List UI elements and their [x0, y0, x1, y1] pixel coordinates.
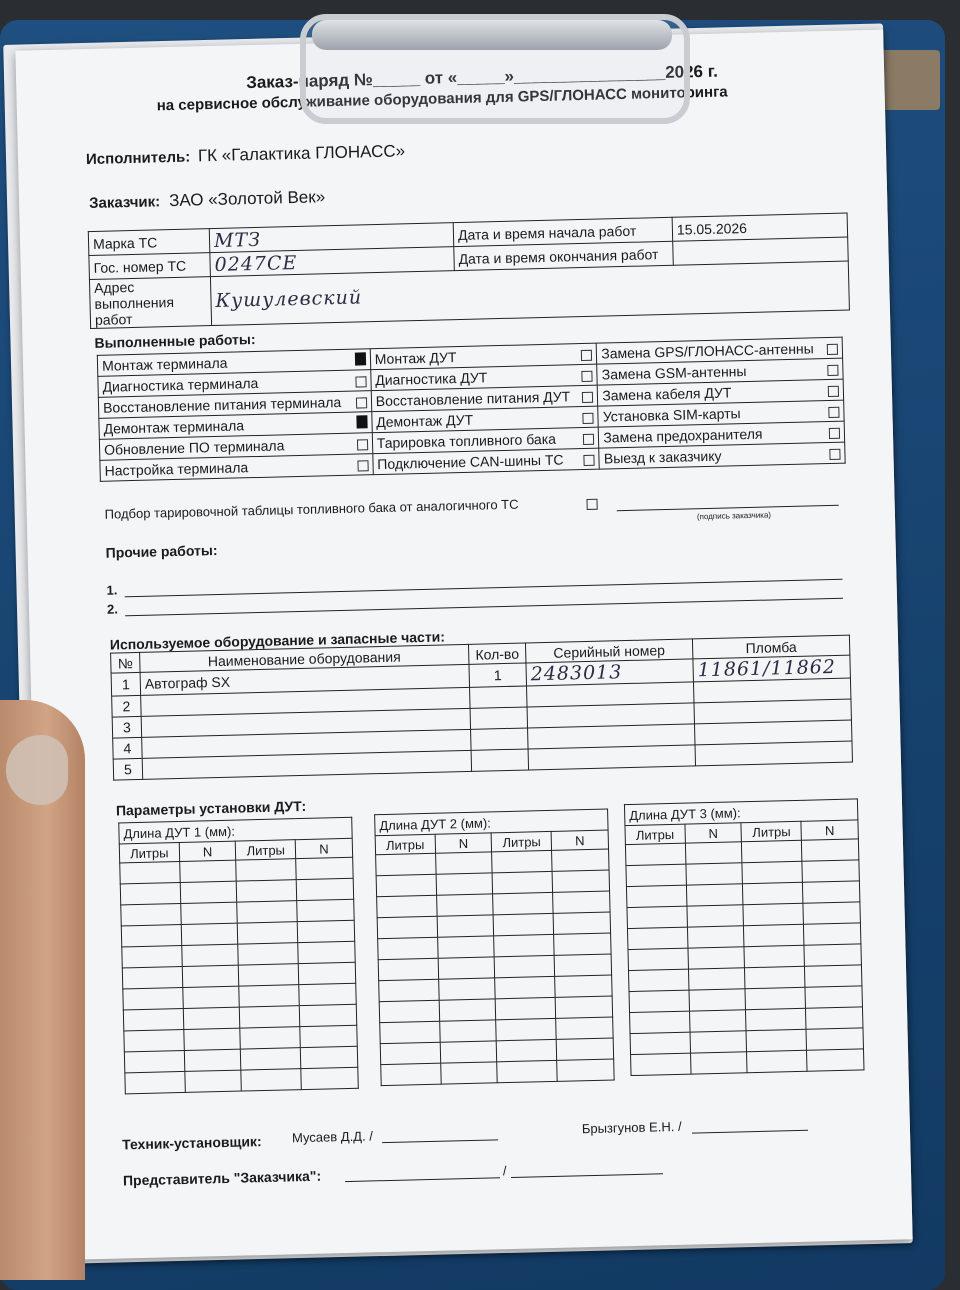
dut-cell[interactable] — [687, 926, 744, 948]
thumbnail — [6, 735, 68, 805]
dut-cell[interactable] — [627, 927, 687, 949]
dut-cell[interactable] — [746, 1008, 806, 1030]
work-item-label: Монтаж терминала — [101, 354, 228, 374]
dut-cell[interactable] — [803, 881, 860, 903]
other-works-title: Прочие работы: — [105, 541, 218, 561]
dut-cell[interactable] — [123, 1008, 183, 1030]
dut-cell[interactable] — [804, 944, 861, 966]
other-work-2-line[interactable] — [125, 598, 843, 617]
dut-col-header: N — [685, 823, 742, 843]
vehicle-table — [88, 212, 850, 329]
work-item — [373, 448, 600, 475]
dut-cell[interactable] — [802, 860, 859, 882]
dut-cell[interactable] — [298, 941, 355, 963]
equipment-cell-qty[interactable] — [470, 686, 527, 708]
dut-cell[interactable] — [120, 862, 180, 884]
dut-cell[interactable] — [555, 975, 612, 997]
dut-cell[interactable] — [241, 1069, 301, 1091]
dut-cell[interactable] — [437, 936, 494, 958]
dut-cell[interactable] — [240, 1027, 300, 1049]
dut-cell[interactable] — [497, 1039, 557, 1061]
end-label: Дата и время окончания работ — [454, 241, 674, 270]
dut-cell[interactable] — [746, 1029, 806, 1051]
customer-signature-line — [617, 505, 839, 511]
dut-col-header: N — [435, 833, 492, 853]
rep-name-line — [511, 1173, 663, 1178]
dut-cell[interactable] — [552, 849, 609, 871]
dut-cell[interactable] — [378, 937, 438, 959]
dut-cell[interactable] — [744, 945, 804, 967]
brand-value: МТЗ — [209, 223, 454, 253]
work-checkbox[interactable] — [828, 386, 839, 397]
dut-cell[interactable] — [626, 885, 686, 907]
other-work-1-number: 1. — [106, 582, 118, 598]
dut-cell[interactable] — [556, 1038, 613, 1060]
dut-cell[interactable] — [803, 902, 860, 924]
equipment-cell-qty[interactable]: 1 — [469, 663, 527, 687]
equipment-cell-seal[interactable]: 11861/11862 — [693, 655, 851, 682]
dut-cell[interactable] — [122, 945, 182, 967]
work-checkbox[interactable] — [356, 397, 367, 408]
executor-value: ГК «Галактика ГЛОНАСС» — [197, 141, 406, 166]
dut-cell[interactable] — [125, 1071, 185, 1093]
dut-cell[interactable] — [377, 895, 437, 917]
dut-cell[interactable] — [494, 913, 554, 935]
work-item-label: Подключение CAN-шины ТС — [377, 451, 564, 473]
equipment-cell-serial[interactable] — [528, 745, 695, 770]
work-item-label: Установка SIM-карты — [602, 405, 741, 425]
dut-cell[interactable] — [745, 966, 805, 988]
equipment-header: Кол-во — [468, 643, 525, 664]
dut-cell[interactable] — [438, 978, 495, 1000]
work-item-label: Восстановление питания терминала — [102, 393, 342, 416]
equipment-title: Используемое оборудование и запасные части: — [109, 628, 446, 653]
dut-cell[interactable] — [557, 1059, 614, 1081]
work-item-label: Замена предохранителя — [603, 425, 763, 446]
dut-cell[interactable] — [554, 954, 611, 976]
dut-cell[interactable] — [377, 916, 437, 938]
dut-col-header: Литры — [625, 824, 685, 844]
dut-col-header: Литры — [741, 821, 801, 841]
work-item-label: Диагностика терминала — [102, 374, 259, 395]
dut-cell[interactable] — [183, 1007, 240, 1029]
clipboard-clip-top — [312, 20, 672, 50]
dut-cell[interactable] — [435, 852, 492, 874]
equipment-cell-n[interactable]: 4 — [113, 737, 143, 759]
other-work-2-number: 2. — [106, 601, 119, 617]
dut-cell[interactable] — [688, 968, 745, 990]
dut-cell[interactable] — [123, 987, 183, 1009]
dut-caption: Длина ДУТ 3 (мм): — [624, 799, 857, 826]
work-checkbox[interactable] — [355, 352, 366, 365]
work-item-label: Обновление ПО терминала — [103, 437, 285, 458]
work-order-sheet — [15, 30, 912, 1261]
dut-cell[interactable] — [299, 983, 356, 1005]
calibration-label: Подбор тарировочной таблицы топливного бака от аналогичного ТС — [104, 496, 519, 522]
dut-cell[interactable] — [182, 965, 239, 987]
dut-cell[interactable] — [380, 1021, 440, 1043]
calibration-checkbox[interactable] — [586, 499, 597, 510]
dut-cell[interactable] — [381, 1063, 441, 1085]
work-checkbox[interactable] — [827, 365, 838, 376]
dut-cell[interactable] — [120, 883, 180, 905]
equipment-cell-seal[interactable] — [695, 741, 852, 766]
dut-cell[interactable] — [744, 924, 804, 946]
dut-cell[interactable] — [300, 1025, 357, 1047]
equipment-header: Серийный номер — [525, 639, 692, 663]
dut-caption: Длина ДУТ 1 (мм): — [119, 817, 352, 844]
dut-cell[interactable] — [626, 864, 686, 886]
work-checkbox[interactable] — [583, 434, 594, 445]
tech-2-name: Брызгунов Е.Н. / — [581, 1118, 682, 1137]
dut-table-2 — [374, 809, 615, 1087]
dut-cell[interactable] — [553, 912, 610, 934]
dut-col-header: Литры — [119, 843, 179, 863]
dut-cell[interactable] — [689, 1010, 746, 1032]
dut-row — [381, 1059, 614, 1086]
dut-cell[interactable] — [121, 904, 181, 926]
equipment-cell-qty[interactable] — [471, 749, 528, 771]
dut-col-header: Литры — [375, 834, 435, 854]
work-item-label: Демонтаж терминала — [103, 417, 245, 437]
equipment-header: № — [111, 652, 140, 673]
dut-col-header: Литры — [492, 831, 552, 851]
dut-cell[interactable] — [184, 1049, 241, 1071]
customer-value: ЗАО «Золотой Век» — [168, 187, 326, 211]
dut-cell[interactable] — [495, 955, 555, 977]
dut-cell[interactable] — [625, 843, 685, 865]
dut-cell[interactable] — [182, 986, 239, 1008]
address-label: Адрес выполнения работ — [89, 277, 211, 329]
start-value: 15.05.2026 — [672, 213, 848, 241]
dut-cell[interactable] — [436, 873, 493, 895]
work-item-label: Монтаж ДУТ — [374, 349, 457, 368]
dut-cell[interactable] — [630, 1011, 690, 1033]
dut-cell[interactable] — [804, 923, 861, 945]
dut-cell[interactable] — [237, 880, 297, 902]
work-checkbox[interactable] — [829, 428, 840, 439]
dut-col-header: N — [801, 820, 858, 840]
other-work-1-line[interactable] — [125, 579, 843, 598]
work-checkbox[interactable] — [584, 455, 595, 466]
work-item-label: Диагностика ДУТ — [375, 369, 488, 389]
work-item-label: Настройка терминала — [104, 459, 249, 479]
rep-slash: / — [502, 1163, 507, 1179]
address-value: Кушулевский — [210, 261, 849, 326]
work-checkbox[interactable] — [583, 413, 594, 424]
dut-cell[interactable] — [742, 861, 802, 883]
work-checkbox[interactable] — [582, 371, 593, 382]
brand-label: Марка ТС — [88, 229, 210, 256]
dut-cell[interactable] — [496, 997, 556, 1019]
dut-cell[interactable] — [494, 934, 554, 956]
dut-cell[interactable] — [180, 902, 237, 924]
equipment-header: Пломба — [692, 635, 849, 659]
tech-2-signature-line — [692, 1130, 808, 1134]
dut-cell[interactable] — [181, 944, 238, 966]
dut-cell[interactable] — [301, 1067, 358, 1089]
work-item-label: Замена кабеля ДУТ — [602, 384, 732, 404]
dut-cell[interactable] — [237, 901, 297, 923]
tape — [880, 50, 940, 110]
works-title: Выполненные работы: — [94, 331, 256, 351]
dut-caption: Длина ДУТ 2 (мм): — [375, 809, 608, 836]
equipment-cell-serial[interactable]: 2483013 — [526, 659, 694, 686]
dut-cell[interactable] — [686, 884, 743, 906]
dut-cell[interactable] — [629, 990, 689, 1012]
dut-cell[interactable] — [181, 923, 238, 945]
equipment-cell-qty[interactable] — [470, 707, 527, 729]
dut-cell[interactable] — [380, 1042, 440, 1064]
dut-cell[interactable] — [686, 863, 743, 885]
dut-cell[interactable] — [124, 1029, 184, 1051]
dut-cell[interactable] — [742, 840, 802, 862]
dut-cell[interactable] — [629, 969, 689, 991]
work-checkbox[interactable] — [581, 350, 592, 361]
equipment-cell-n[interactable]: 1 — [111, 672, 141, 696]
work-checkbox[interactable] — [357, 460, 368, 471]
dut-col-header: N — [551, 830, 608, 850]
dut-cell[interactable] — [685, 842, 742, 864]
equipment-cell-n[interactable]: 2 — [112, 695, 142, 717]
dut-cell[interactable] — [690, 1031, 747, 1053]
work-checkbox[interactable] — [829, 449, 840, 460]
dut-cell[interactable] — [296, 878, 353, 900]
dut-cell[interactable] — [436, 894, 493, 916]
dut-cell[interactable] — [238, 943, 298, 965]
rep-label: Представитель "Заказчика": — [122, 1167, 322, 1189]
work-item-label: Восстановление питания ДУТ — [375, 388, 571, 410]
work-checkbox[interactable] — [356, 415, 367, 428]
dut-cell[interactable] — [745, 987, 805, 1009]
equipment-cell-n[interactable]: 3 — [112, 716, 142, 738]
dut-cell[interactable] — [807, 1049, 864, 1071]
dut-cell[interactable] — [627, 906, 687, 928]
dut-cell[interactable] — [240, 1006, 300, 1028]
dut-cell[interactable] — [687, 905, 744, 927]
dut-cell[interactable] — [631, 1053, 691, 1075]
title-line-2: на сервисное обслуживание оборудования для GPS/ГЛОНАСС мониторинга — [156, 83, 728, 115]
dut-cell[interactable] — [122, 966, 182, 988]
dut-cell[interactable] — [239, 985, 299, 1007]
dut-cell[interactable] — [552, 870, 609, 892]
equipment-header: Наименование оборудования — [140, 644, 469, 672]
dut-col-header: Литры — [236, 840, 296, 860]
dut-cell[interactable] — [184, 1070, 241, 1092]
dut-cell[interactable] — [238, 922, 298, 944]
dut-cell[interactable] — [493, 871, 553, 893]
dut-cell[interactable] — [497, 1060, 557, 1082]
dut-cell[interactable] — [628, 948, 688, 970]
dut-cell[interactable] — [493, 892, 553, 914]
dut-cell[interactable] — [300, 1046, 357, 1068]
dut-col-header: N — [295, 838, 352, 858]
tech-label: Техник-установщик: — [121, 1133, 262, 1153]
dut-cell[interactable] — [690, 1052, 747, 1074]
dut-cell[interactable] — [439, 1020, 496, 1042]
dut-cell[interactable] — [554, 933, 611, 955]
work-item-label: Замена GSM-антенны — [601, 363, 747, 383]
work-checkbox[interactable] — [357, 439, 368, 450]
plate-label: Гос. номер ТС — [89, 253, 211, 280]
dut-cell[interactable] — [296, 857, 353, 879]
plate-value: 0247СЕ — [210, 247, 455, 277]
dut-cell[interactable] — [379, 979, 439, 1001]
dut-cell[interactable] — [298, 962, 355, 984]
dut-cell[interactable] — [180, 881, 237, 903]
dut-cell[interactable] — [179, 860, 236, 882]
dut-table-1 — [118, 817, 359, 1095]
work-checkbox[interactable] — [828, 407, 839, 418]
dut-cell[interactable] — [183, 1028, 240, 1050]
dut-cell[interactable] — [802, 839, 859, 861]
equipment-table — [110, 635, 853, 781]
dut-cell[interactable] — [437, 915, 494, 937]
work-checkbox[interactable] — [355, 376, 366, 387]
dut-cell[interactable] — [630, 1032, 690, 1054]
dut-cell[interactable] — [747, 1050, 807, 1072]
signature-caption: (подпись заказчика) — [696, 510, 772, 522]
dut-cell[interactable] — [124, 1050, 184, 1072]
rep-signature-line — [345, 1177, 500, 1182]
work-checkbox[interactable] — [582, 392, 593, 403]
dut-cell[interactable] — [553, 891, 610, 913]
work-item-label: Замена GPS/ГЛОНАСС-антенны — [601, 340, 814, 362]
dut-cell[interactable] — [805, 986, 862, 1008]
dut-cell[interactable] — [297, 899, 354, 921]
customer-label: Заказчик: — [88, 193, 161, 213]
equipment-cell-qty[interactable] — [471, 728, 528, 750]
executor-label: Исполнитель: — [85, 148, 191, 169]
dut-cell[interactable] — [806, 1007, 863, 1029]
dut-cell[interactable] — [378, 958, 438, 980]
dut-row — [631, 1049, 864, 1076]
dut-cell[interactable] — [743, 903, 803, 925]
work-item-label: Тарировка топливного бака — [376, 430, 557, 452]
dut-cell[interactable] — [555, 996, 612, 1018]
dut-cell[interactable] — [496, 1018, 556, 1040]
dut-title: Параметры установки ДУТ: — [115, 797, 307, 819]
dut-cell[interactable] — [297, 920, 354, 942]
dut-cell[interactable] — [439, 999, 496, 1021]
dut-row — [125, 1067, 358, 1094]
dut-cell[interactable] — [440, 1041, 497, 1063]
dut-cell[interactable] — [743, 882, 803, 904]
tech-1-signature-line — [382, 1139, 498, 1143]
work-item-label: Выезд к заказчику — [603, 447, 722, 467]
dut-cell[interactable] — [379, 1000, 439, 1022]
dut-cell[interactable] — [440, 1062, 497, 1084]
work-checkbox[interactable] — [827, 344, 838, 355]
equipment-cell-n[interactable]: 5 — [113, 758, 143, 780]
dut-cell[interactable] — [241, 1048, 301, 1070]
dut-cell[interactable] — [495, 976, 555, 998]
dut-cell[interactable] — [556, 1017, 613, 1039]
dut-cell[interactable] — [299, 1004, 356, 1026]
dut-cell[interactable] — [236, 859, 296, 881]
title-line-1: Заказ-наряд №_____ от «_____»________________2026 г. — [245, 61, 719, 93]
dut-cell[interactable] — [805, 965, 862, 987]
work-item-label: Демонтаж ДУТ — [376, 411, 474, 431]
dut-cell[interactable] — [239, 964, 299, 986]
dut-cell[interactable] — [806, 1028, 863, 1050]
dut-table-3 — [624, 798, 865, 1076]
tech-1-name: Мусаев Д.Д. / — [291, 1128, 374, 1146]
dut-cell[interactable] — [688, 947, 745, 969]
start-label: Дата и время начала работ — [453, 217, 673, 246]
dut-cell[interactable] — [492, 850, 552, 872]
dut-cell[interactable] — [689, 989, 746, 1011]
works-table — [97, 337, 846, 482]
dut-col-header: N — [179, 841, 236, 861]
dut-cell[interactable] — [376, 853, 436, 875]
equipment-cell-name[interactable]: Автограф SX — [140, 664, 469, 695]
dut-cell[interactable] — [438, 957, 495, 979]
dut-cell[interactable] — [376, 874, 436, 896]
dut-cell[interactable] — [121, 925, 181, 947]
